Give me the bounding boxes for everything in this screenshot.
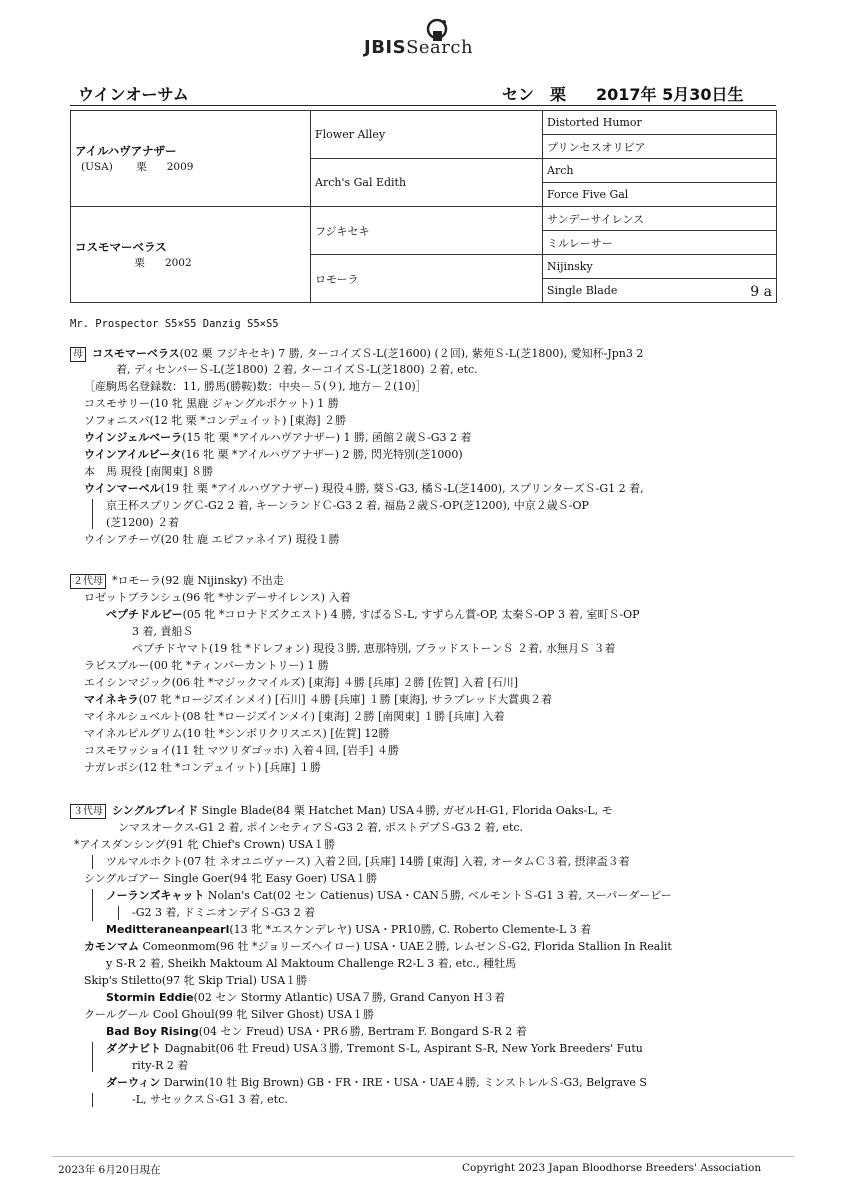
record-line: [70, 803, 613, 819]
sire-color: 栗: [136, 161, 147, 173]
record-text: ラピスブルー(00 牝 *ティンバーカントリー) 1 勝: [84, 659, 329, 672]
record-line: [84, 464, 213, 480]
record-line: [84, 532, 339, 548]
record-text: -L, サセックスＳ-G1 3 着, etc.: [132, 1093, 288, 1106]
notable-horse-name: Stormin Eddie: [106, 991, 194, 1004]
pedigree-g2-cell: Arch's Gal Edith: [311, 159, 543, 207]
indent-bar: [118, 906, 119, 920]
notable-horse-name: ウインジェルベーラ: [84, 431, 183, 444]
indent-bar: [92, 889, 93, 921]
record-line: [84, 1007, 374, 1023]
record-line: [84, 413, 346, 429]
record-line: [106, 888, 672, 904]
notable-horse-name: ウインアイルビータ: [84, 448, 182, 461]
record-line: [106, 990, 505, 1006]
pedigree-g2-cell: ロモーラ: [311, 255, 543, 303]
notable-horse-name: ダグナビト: [106, 1042, 161, 1055]
record-line: [106, 1041, 643, 1057]
record-text: -G2 3 着, ドミニオンデイＳ-G3 2 着: [132, 906, 316, 919]
notable-horse-name: ダーウィン: [106, 1076, 161, 1089]
sire-country: (USA): [81, 161, 113, 173]
record-text: ロゼットブランシュ(96 牝 *サンデーサイレンス) 入着: [84, 591, 351, 604]
record-line: [84, 430, 471, 446]
record-line: [84, 871, 377, 887]
record-line: [74, 837, 335, 853]
pedigree-g3-cell: Distorted Humor: [543, 111, 777, 135]
pedigree-table: [70, 110, 777, 303]
record-text: (15 牝 栗 *アイルハヴアナザー) 1 勝, 函館２歳Ｓ-G3 2 着: [182, 431, 472, 444]
record-text: *ロモーラ(92 鹿 Nijinsky) 不出走: [112, 574, 284, 587]
record-text: (04 セン Freud) USA・PR６勝, Bertram F. Bongard S-R 2 着: [198, 1025, 527, 1038]
pedigree-g3-cell: Nijinsky: [543, 255, 777, 279]
record-line: [118, 820, 523, 836]
pedigree-g3-cell: ミルレーサー: [543, 231, 777, 255]
generation-label: 母: [70, 347, 86, 362]
record-text: マイネルピルグリム(10 牡 *シンボリクリスエス) [佐賀] 12勝: [84, 727, 390, 740]
inbreeding-note: Mr. Prospector S5×S5 Danzig S5×S5: [70, 318, 279, 330]
record-line: [106, 515, 179, 531]
record-text: 本 馬 現役 [南関東] ８勝: [84, 465, 214, 478]
record-text: エイシンマジック(06 牡 *マジックマイルズ) [東海] ４勝 [兵庫] ２勝 [佐賀] 入着 [石川]: [84, 676, 519, 689]
notable-horse-name: ウインマーベル: [84, 482, 161, 495]
record-text: (芝1200) ２着: [106, 516, 180, 529]
logo-text-right: Search: [406, 37, 474, 58]
record-line: [116, 362, 478, 378]
record-line: [84, 481, 644, 497]
record-line: [84, 760, 321, 776]
record-text: Nolan's Cat(02 セン Catienus) USA・CAN５勝, ベルモントＳ-G1 3 着, スーパーダービー: [204, 889, 672, 902]
record-text: Single Blade(84 栗 Hatchet Man) USA４勝, ガゼルH-G1, Florida Oaks-L, モ: [198, 804, 613, 817]
footer-date: 2023年 6月20日現在: [58, 1164, 161, 1176]
record-line: [106, 922, 591, 938]
jbis-logo: [364, 18, 504, 58]
record-line: [84, 726, 389, 742]
record-text: (02 栗 フジキセキ) 7 勝, ターコイズＳ-L(芝1600) (２回), 紫苑Ｓ-L(芝1800), 愛知杯-Jpn3 2: [179, 347, 644, 360]
record-line: [84, 692, 552, 708]
pedigree-g3-name: Single Blade: [547, 284, 618, 297]
pedigree-g3-cell: Force Five Gal: [543, 183, 777, 207]
record-line: [106, 956, 516, 972]
record-text: ンマスオークス-G1 2 着, ポインセティアＳ-G3 2 着, ポストデブＳ-G3 2 着, etc.: [118, 821, 524, 834]
horse-sex: セン: [502, 85, 535, 104]
pedigree-g2-cell: Flower Alley: [311, 111, 543, 159]
dam-year: 2002: [164, 257, 192, 269]
record-text: ［産駒馬名登録数：11, 勝馬(勝鞍)数：中央－５(９), 地方－２(10)］: [84, 380, 427, 393]
notable-horse-name: シングルブレイド: [112, 804, 199, 817]
generation-label: ３代母: [70, 804, 106, 819]
record-line: [84, 590, 351, 606]
record-line: [84, 379, 427, 395]
record-line: [84, 675, 518, 691]
record-line: [84, 658, 329, 674]
record-line: [84, 709, 505, 725]
record-line: [84, 973, 307, 989]
record-text: ソフォニスバ(12 牝 栗 *コンデュイット) [東海] ２勝: [84, 414, 347, 427]
record-text: コスモサリー(10 牝 黒鹿 ジャングルポケット) 1 勝: [84, 397, 339, 410]
record-text: クールグール Cool Ghoul(99 牝 Silver Ghost) USA１勝: [84, 1008, 375, 1021]
record-text: Skip's Stiletto(97 牝 Skip Trial) USA１勝: [84, 974, 308, 987]
record-text: (05 牝 *コロナドズクエスト) 4 勝, すばるＳ-L, すずらん賞-OP, 太秦Ｓ-OP 3 着, 室町Ｓ-OP: [182, 608, 640, 621]
family-code: 9 a: [750, 284, 772, 300]
record-line: [70, 346, 643, 362]
notable-horse-name: ペプチドルビー: [106, 608, 183, 621]
record-text: (02 セン Stormy Atlantic) USA７勝, Grand Canyon H３着: [193, 991, 506, 1004]
indent-bar: [92, 1093, 93, 1107]
record-line: [106, 1024, 527, 1040]
pedigree-g3-cell: Arch: [543, 159, 777, 183]
pedigree-g3-last-cell: [543, 279, 777, 303]
notable-horse-name: コスモマーベラス: [92, 347, 180, 360]
record-line: [106, 854, 630, 870]
notable-horse-name: ノーランズキャット: [106, 889, 205, 902]
record-text: マイネルシュベルト(08 牡 *ロージズインメイ) [東海] ２勝 [南関東] １勝 [兵庫] 入着: [84, 710, 505, 723]
record-text: (13 牝 *エスケンデレヤ) USA・PR10勝, C. Roberto Clemente-L 3 着: [229, 923, 592, 936]
record-text: (07 牝 *ロージズインメイ) [石川] ４勝 [兵庫] １勝 [東海], サラブレッド大賞典２着: [138, 693, 553, 706]
record-text: (16 牝 栗 *アイルハヴアナザー) 2 勝, 閃光特別(芝1000): [181, 448, 463, 461]
record-text: Comeonmom(96 牡 *ジョリーズヘイロー) USA・UAE２勝, レムゼンＳ-G2, Florida Stallion In Realit: [139, 940, 672, 953]
horse-color: 栗: [550, 85, 567, 104]
record-text: rity-R 2 着: [132, 1059, 189, 1072]
horse-birthdate: 2017年 5月30日生: [596, 85, 744, 104]
dam-name: コスモマーベラス: [75, 240, 167, 254]
record-line: [70, 573, 284, 589]
record-line: [132, 1092, 288, 1108]
sire-year: 2009: [166, 161, 194, 173]
indent-bar: [92, 855, 93, 869]
record-text: (19 牡 栗 *アイルハヴアナザー) 現役４勝, 葵Ｓ-G3, 橘Ｓ-L(芝1400), スプリンターズＳ-G1 2 着,: [160, 482, 644, 495]
horse-name: ウインオーサム: [78, 85, 189, 104]
record-line: [132, 624, 194, 640]
record-text: コスモワッショイ(11 牡 マツリダゴッホ) 入着４回, [岩手] ４勝: [84, 744, 399, 757]
footer-copyright: Copyright 2023 Japan Bloodhorse Breeders' Association: [462, 1162, 762, 1174]
record-text: 3 着, 貴船Ｓ: [132, 625, 194, 638]
notable-horse-name: Meditteraneanpearl: [106, 923, 230, 936]
sire-cell: [71, 111, 311, 207]
record-line: [132, 641, 615, 657]
record-text: Darwin(10 牡 Big Brown) GB・FR・IRE・USA・UAE４勝, ミンストレルＳ-G3, Belgrave S: [160, 1076, 647, 1089]
notable-horse-name: Bad Boy Rising: [106, 1025, 199, 1038]
notable-horse-name: カモンマム: [84, 940, 139, 953]
record-text: Dagnabit(06 牡 Freud) USA３勝, Tremont S-L, Aspirant S-R, New York Breeders' Futu: [161, 1042, 643, 1055]
dam-color: 栗: [134, 257, 145, 269]
record-text: ペプチドヤマト(19 牡 *ドレフォン) 現役３勝, 恵那特別, ブラッドストーンＳ ２着, 水無月Ｓ ３着: [132, 642, 616, 655]
sire-name: アイルハヴアナザー: [75, 144, 177, 158]
record-text: 京王杯スプリングＣ-G2 2 着, キーンランドＣ-G3 2 着, 福島２歳Ｓ-OP(芝1200), 中京２歳Ｓ-OP: [106, 499, 589, 512]
pedigree-g2-cell: フジキセキ: [311, 207, 543, 255]
record-line: [84, 743, 399, 759]
pedigree-g3-cell: プリンセスオリビア: [543, 135, 777, 159]
record-line: [84, 447, 463, 463]
pedigree-g3-cell: サンデーサイレンス: [543, 207, 777, 231]
record-text: *アイスダンシング(91 牝 Chief's Crown) USA１勝: [74, 838, 336, 851]
record-text: シングルゴアー Single Goer(94 牝 Easy Goer) USA１勝: [84, 872, 378, 885]
record-text: y S-R 2 着, Sheikh Maktoum Al Maktoum Challenge R2-L 3 着, etc., 種牡馬: [106, 957, 517, 970]
dam-cell: [71, 207, 311, 303]
footer-divider: [52, 1156, 794, 1157]
record-line: [106, 607, 640, 623]
record-line: [132, 905, 315, 921]
horse-header: [70, 82, 776, 106]
record-line: [106, 1075, 647, 1091]
logo-text-left: JBIS: [364, 37, 407, 58]
record-text: ウインアチーヴ(20 牡 鹿 エピファネイア) 現役１勝: [84, 533, 340, 546]
record-text: ツルマルホクト(07 牡 ネオユニヴァース) 入着２回, [兵庫] 14勝 [東海] 入着, オータムＣ３着, 摂津盃３着: [106, 855, 630, 868]
record-text: 着, ディセンバーＳ-L(芝1800) ２着, ターコイズＳ-L(芝1800) ２着, etc.: [116, 363, 478, 376]
indent-bar: [92, 499, 93, 529]
record-line: [84, 396, 339, 412]
record-line: [84, 939, 672, 955]
record-text: ナガレボシ(12 牡 *コンデュイット) [兵庫] １勝: [84, 761, 321, 774]
record-line: [132, 1058, 188, 1074]
notable-horse-name: マイネキラ: [84, 693, 139, 706]
indent-bar: [92, 1042, 93, 1072]
generation-label: ２代母: [70, 574, 106, 589]
record-line: [106, 498, 589, 514]
